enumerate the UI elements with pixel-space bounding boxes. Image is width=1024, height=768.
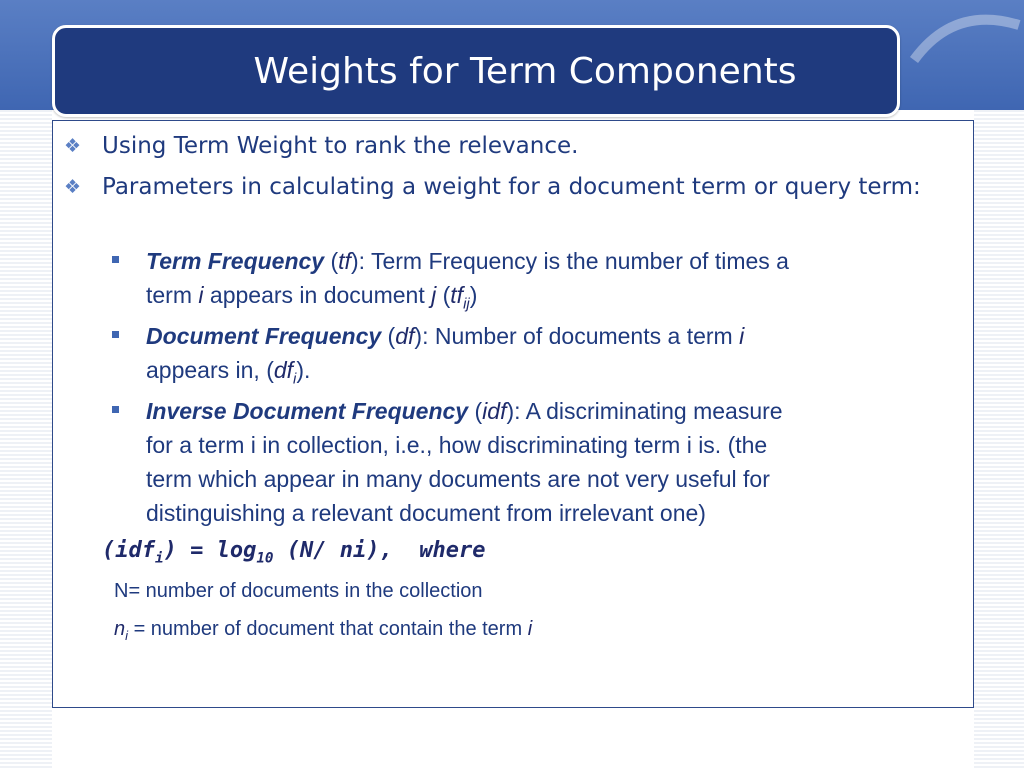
left-stripe-pattern: [0, 110, 52, 768]
swoosh-decoration: [904, 0, 1024, 110]
term-label: Inverse Document Frequency: [146, 398, 469, 424]
bullet-text: Parameters in calculating a weight for a document term or query term:: [102, 174, 921, 200]
square-bullet-icon: [112, 331, 119, 338]
formula-part1: (idf: [102, 538, 155, 563]
term-desc-2b: appears in document: [203, 282, 432, 308]
formula-sub-i: i: [154, 550, 164, 567]
sub-i: i: [125, 628, 129, 643]
term-desc-2a: term: [146, 282, 199, 308]
term-desc: ): A discriminating measure: [506, 398, 783, 424]
var-i: i: [198, 282, 204, 308]
term-desc-2a: appears in, (: [146, 357, 274, 383]
note-text: = number of document that contain the term: [128, 618, 528, 640]
idf-formula: [102, 538, 485, 566]
term-desc: ): Term Frequency is the number of times a: [350, 248, 789, 274]
subbullet-text: Term Frequency (tf): Term Frequency is the number of times a term i appears in document j $(tf_{ij})$: [146, 248, 789, 313]
formula-sub-10: 10: [256, 550, 274, 567]
term-desc-2: for a term i in collection, i.e., how discriminating term i is. (the: [146, 432, 768, 458]
square-bullet-icon: [112, 406, 119, 413]
subbullet-text: Inverse Document Frequency (idf): A discriminating measure for a term i in collection, i.e., how discriminating term i is. (the term which appear in many documents are not very useful for distinguishing a relevant document from irrelevant one): [146, 398, 783, 526]
term-desc-2b: ).: [296, 357, 311, 383]
paren-open: (: [436, 282, 451, 308]
term-label: Term Frequency: [146, 248, 325, 274]
var-tf: tf: [450, 282, 464, 308]
var-n: n: [114, 618, 126, 640]
subbullet-text: Document Frequency (df): Number of documents a term i appears in, $(df_i)$.: [146, 323, 745, 388]
term-abbr: idf: [482, 398, 507, 424]
diamond-cluster-icon: ❖: [64, 176, 82, 198]
sub-i: i: [293, 370, 297, 388]
bullet-text: Using Term Weight to rank the relevance.: [102, 133, 579, 159]
var-i: i: [527, 618, 533, 640]
term-abbr: df: [395, 323, 415, 349]
formula-part2: ) = log: [163, 538, 257, 563]
sub-ij: ij: [463, 295, 470, 313]
paren-close: ): [469, 282, 478, 308]
var-j: j: [431, 282, 437, 308]
term-abbr: tf: [338, 248, 351, 274]
note-ni-definition: [114, 618, 532, 643]
page-title: Weights for Term Components: [253, 51, 797, 92]
term-desc-3: term which appear in many documents are not very useful for: [146, 466, 770, 492]
formula-part3: (N/ ni), where: [273, 538, 486, 563]
square-bullet-icon: [112, 256, 119, 263]
diamond-cluster-icon: ❖: [64, 135, 82, 157]
var-df: df: [273, 357, 294, 383]
title-box: [52, 25, 900, 117]
term-desc: ): Number of documents a term: [414, 323, 740, 349]
note-n-definition: N= number of documents in the collection: [114, 580, 483, 602]
var-i: i: [739, 323, 745, 349]
term-label: Document Frequency: [146, 323, 382, 349]
term-desc-4: distinguishing a relevant document from irrelevant one): [146, 500, 706, 526]
right-stripe-pattern: [974, 110, 1024, 768]
